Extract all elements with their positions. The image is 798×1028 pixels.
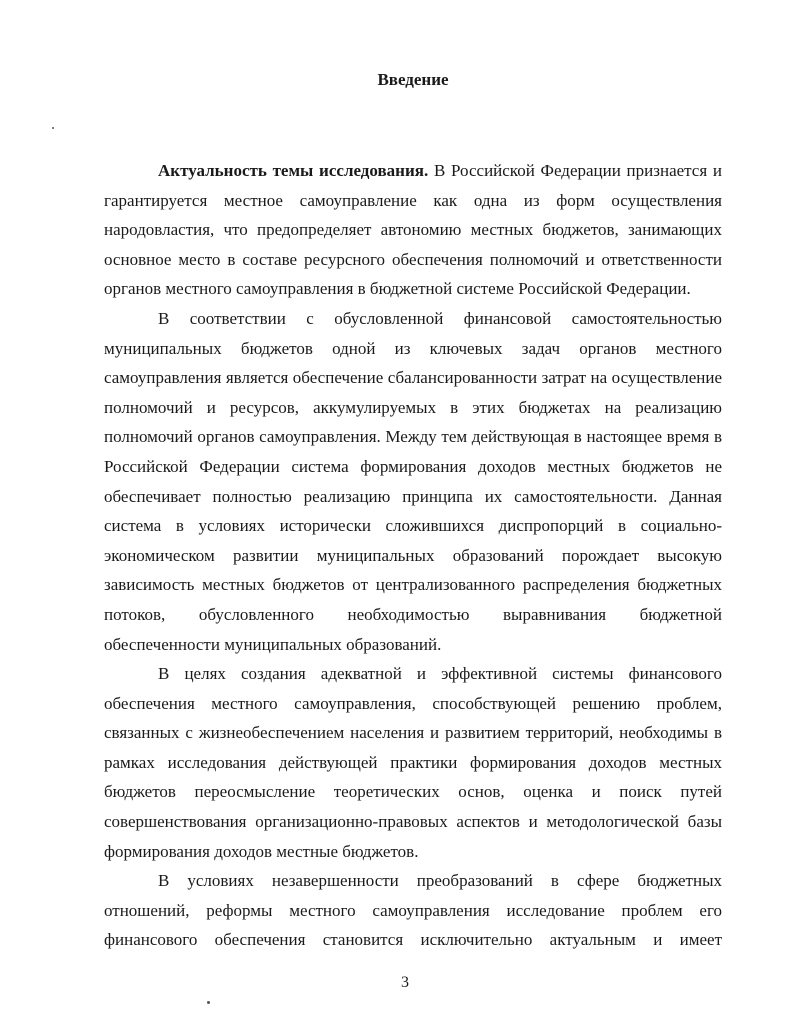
paragraph-text-block: В целях создания адекватной и эффективной системы финансового обеспечения местного самоуправления, способствующей решению проблем, связанных с жизнеобеспечением населения и развитием территорий, необходимы в рамках исследования действующей практики формирования доходов местных бюджетов переосмысление теоретических основ, оценка и поиск путей совершенствования организационно-правовых аспектов и методологической базы формирования доходов местные бюджетов. bbox=[104, 664, 722, 861]
paragraph-relevance bbox=[104, 156, 722, 304]
paragraph-text-block: В соответствии с обусловленной финансовой самостоятельностью муниципальных бюджетов одной из ключевых задач органов местного самоуправления является обеспечение сбалансированности затрат на осуществление полномочий и ресурсов, аккумулируемых в этих бюджетах на реализацию полномочий органов самоуправления. Между тем действующая в настоящее время в Российской Федерации система формирования доходов местных бюджетов не обеспечивает полностью реализацию принципа их самостоятельности. Данная система в условиях исторически сложившихся диспропорций в социально-экономическом развитии муниципальных образований порождает высокую зависимость местных бюджетов от централизованного распределения бюджетных потоков, обусловленного необходимостью выравнивания бюджетной обеспеченности муниципальных образований. bbox=[104, 308, 722, 654]
scan-speck bbox=[207, 1001, 210, 1004]
page-number: 3 bbox=[401, 974, 409, 991]
scan-speck bbox=[52, 127, 54, 129]
paragraph-text-block: В условиях незавершенности преобразований в сфере бюджетных отношений, реформы местного самоуправления исследование проблем его финансового обеспечения становится исключительно актуальным и имеет bbox=[104, 871, 722, 950]
page-title: Введение bbox=[377, 70, 449, 89]
paragraph-text: В Российской Федерации признается и гарантируется местное самоуправление как одна из форм осуществления народовластия, что предопределяет автономию местных бюджетов, занимающих основное место в составе ресурсного обеспечения полномочий и ответственности органов местного самоуправления в бюджетной системе Российской Федерации. bbox=[104, 161, 722, 299]
paragraph-lead: Актуальность темы исследования. bbox=[158, 161, 429, 180]
body-text bbox=[104, 156, 722, 955]
